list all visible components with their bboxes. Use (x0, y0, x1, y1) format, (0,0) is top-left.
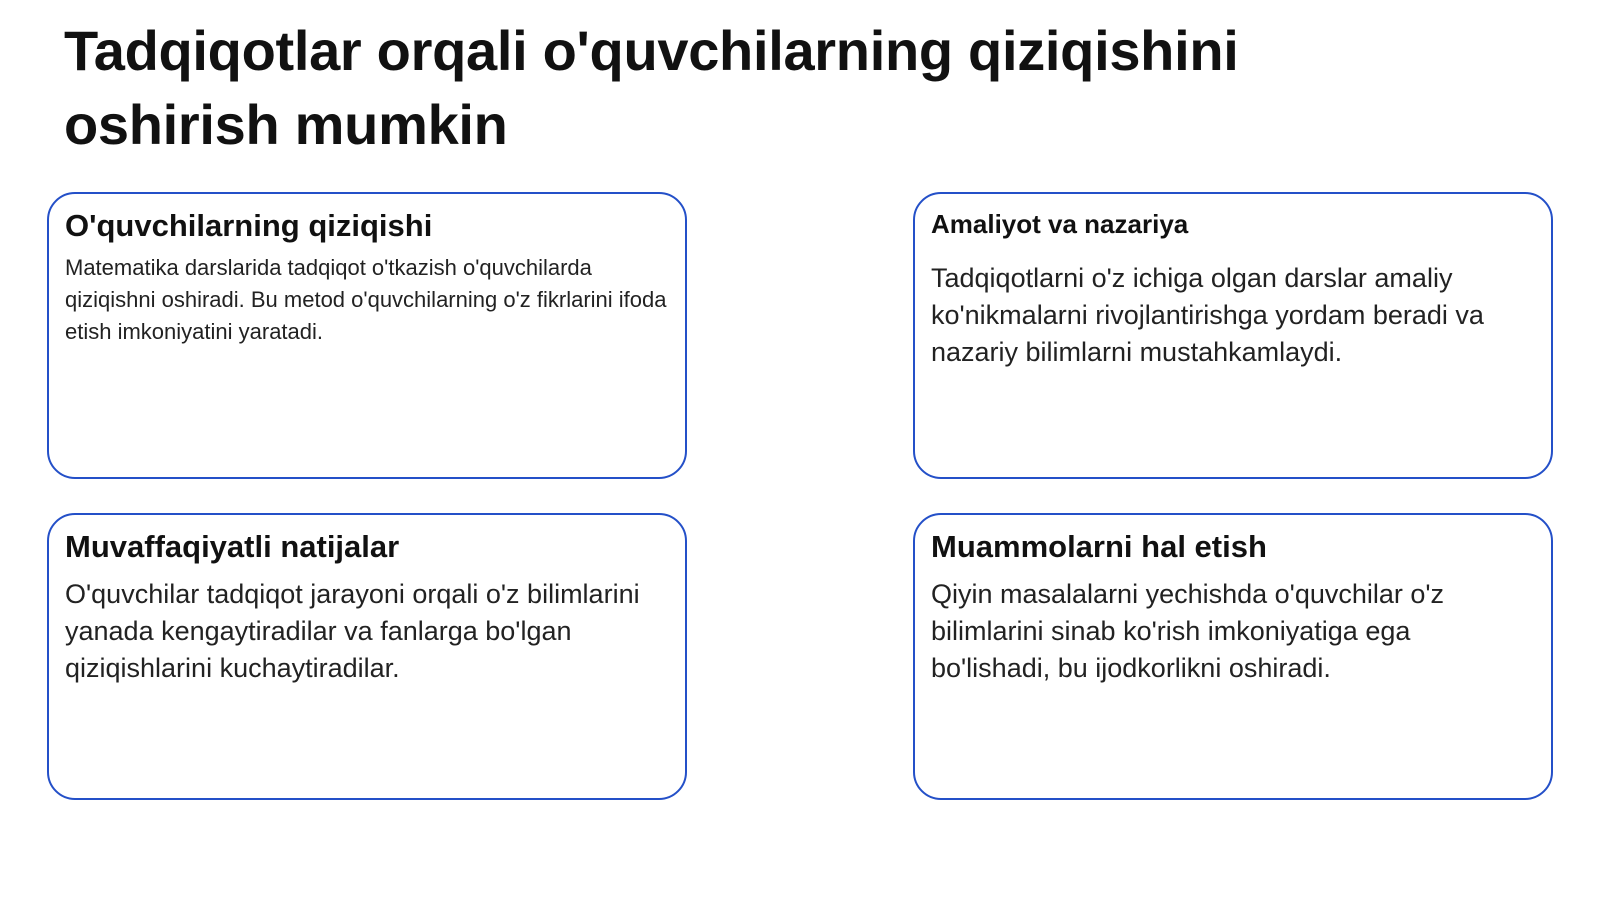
card-muammolarni-hal-etish (913, 513, 1553, 800)
card-text: Matematika darslarida tadqiqot o'tkazish o'quvchilarda qiziqishni oshiradi. Bu metod o'quvchilarning o'z fikrlarini ifoda etish imkoniyatini yaratadi. (65, 255, 667, 344)
card-heading: O'quvchilarning qiziqishi (65, 208, 433, 243)
card-text: Qiyin masalalarni yechishda o'quvchilar o'z bilimlarini sinab ko'rish imkoniyatiga ega bo'lishadi, bu ijodkorlikni oshiradi. (931, 579, 1445, 683)
slide-title: Tadqiqotlar orqali o'quvchilarning qiziqishini oshirish mumkin (64, 19, 1239, 156)
card-heading: Amaliyot va nazariya (931, 209, 1189, 239)
card-oquvchilarning-qiziqishi (47, 192, 687, 479)
card-heading: Muammolarni hal etish (931, 529, 1267, 564)
card-amaliyot-va-nazariya (913, 192, 1553, 479)
card-heading: Muvaffaqiyatli natijalar (65, 529, 400, 564)
card-text: Tadqiqotlarni o'z ichiga olgan darslar amaliy ko'nikmalarni rivojlantirishga yordam beradi va nazariy bilimlarni mustahkamlaydi. (931, 263, 1484, 367)
card-text: O'quvchilar tadqiqot jarayoni orqali o'z bilimlarini yanada kengaytiradilar va fanlarga bo'lgan qiziqishlarini kuchaytiradilar. (65, 579, 640, 683)
card-muvaffaqiyatli-natijalar (47, 513, 687, 800)
